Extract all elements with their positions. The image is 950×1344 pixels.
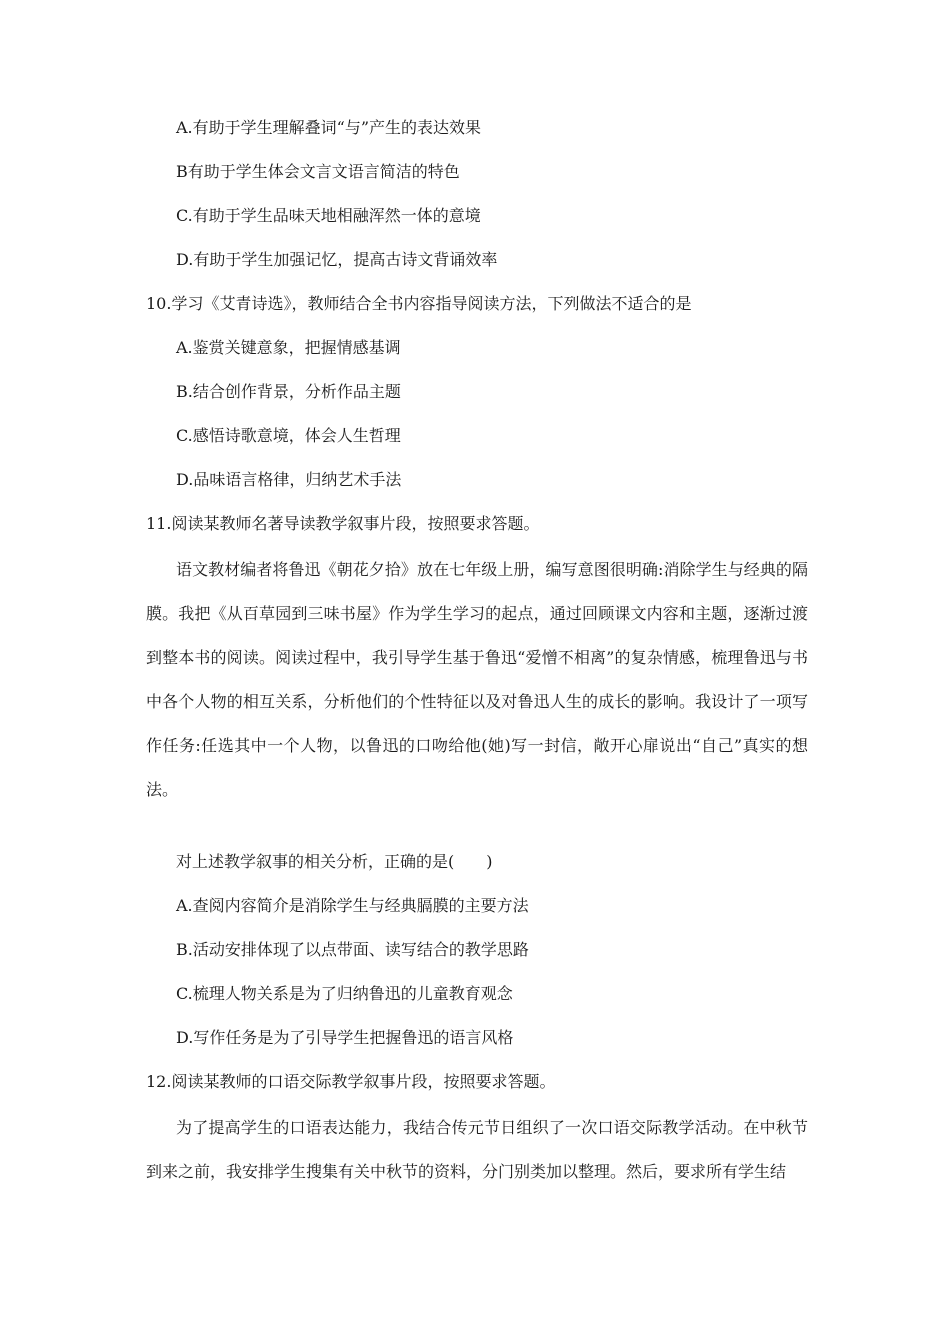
q9-option-b: B有助于学生体会文言文语言简洁的特色 xyxy=(176,162,460,181)
q11-option-c: C.梳理人物关系是为了归纳鲁迅的儿童教育观念 xyxy=(176,984,513,1003)
q11-option-b: B.活动安排体现了以点带面、读写结合的教学思路 xyxy=(176,940,529,959)
q11-narrative: 语文教材编者将鲁迅《朝花夕拾》放在七年级上册，编写意图很明确:消除学生与经典的隔膜。我把《从百草园到三味书屋》作为学生学习的起点，通过回顾课文内容和主题，逐渐过渡到整本书的阅读。阅读过程中，我引导学生基于鲁迅“爱憎不相离”的复杂情感，梳理鲁迅与书中各个人物的相互关系，分析他们的个性特征以及对鲁迅人生的成长的影响。我设计了一项写作任务:任选其中一个人物，以鲁迅的口吻给他(她)写一封信，敞开心扉说出“自己”真实的想法。 xyxy=(146,560,808,799)
q11-question: 对上述教学叙事的相关分析，正确的是( ) xyxy=(176,852,493,871)
q9-option-d: D.有助于学生加强记忆，提高古诗文背诵效率 xyxy=(176,250,498,269)
q11-option-a: A.查阅内容简介是消除学生与经典膈膜的主要方法 xyxy=(176,896,529,915)
q10-option-b: B.结合创作背景，分析作品主题 xyxy=(176,382,401,401)
q11-stem: 11.阅读某教师名著导读教学叙事片段，按照要求答题。 xyxy=(146,514,540,533)
q11-option-d: D.写作任务是为了引导学生把握鲁迅的语言风格 xyxy=(176,1028,514,1047)
q9-option-c: C.有助于学生品味天地相融浑然一体的意境 xyxy=(176,206,481,225)
q9-option-a: A.有助于学生理解叠词“与”产生的表达效果 xyxy=(176,118,482,137)
q10-option-d: D.品味语言格律，归纳艺术手法 xyxy=(176,470,402,489)
q12-narrative: 为了提高学生的口语表达能力，我结合传元节日组织了一次口语交际教学活动。在中秋节到来之前，我安排学生搜集有关中秋节的资料，分门别类加以整理。然后，要求所有学生结 xyxy=(146,1118,808,1181)
q10-option-a: A.鉴赏关键意象，把握情感基调 xyxy=(176,338,401,357)
q12-stem: 12.阅读某教师的口语交际教学叙事片段，按照要求答题。 xyxy=(146,1072,556,1091)
q10-stem: 10.学习《艾青诗选》，教师结合全书内容指导阅读方法，下列做法不适合的是 xyxy=(146,294,692,313)
q10-option-c: C.感悟诗歌意境，体会人生哲理 xyxy=(176,426,401,445)
